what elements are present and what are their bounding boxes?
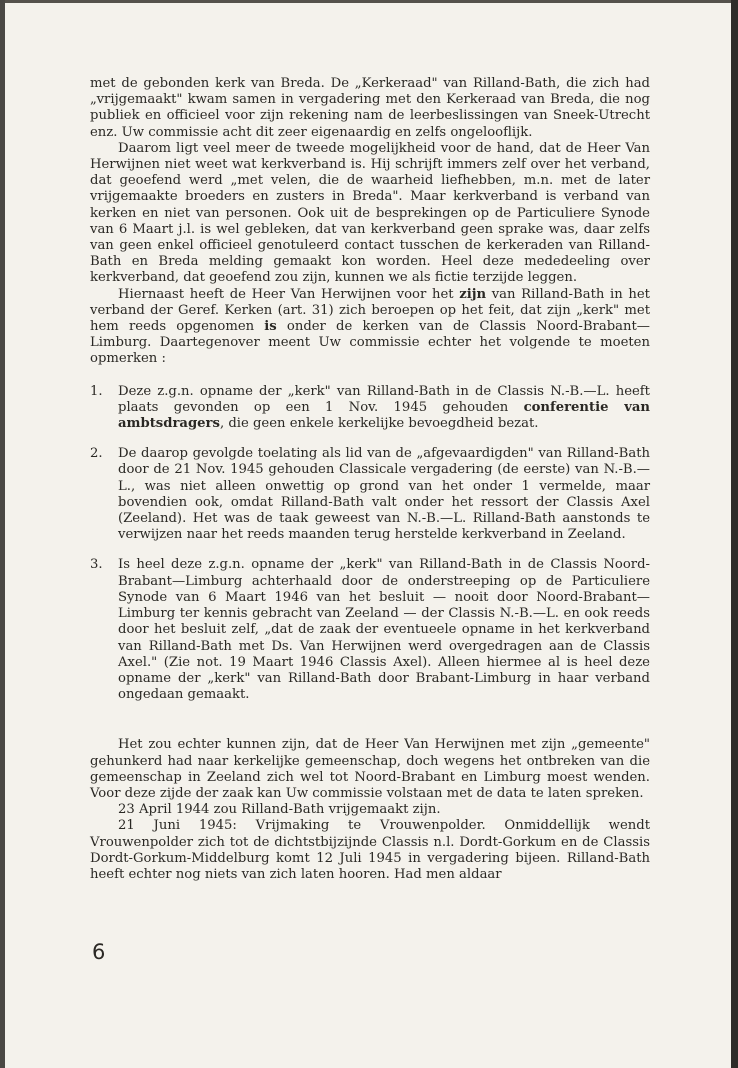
paragraph-1: met de gebonden kerk van Breda. De „Kerkeraad" van Rilland-Bath, die zich had „vrijgemaakt" kwam samen in vergadering met den Kerkeraad van Breda, die nog publiek en officieel voor zijn rekening nam de leerbeslissingen van Sneek-Utrecht enz. Uw commissie acht dit zeer eigenaardig en zelfs ongelooflijk.: [90, 76, 650, 140]
page-body: [90, 76, 650, 883]
paragraph-3-part-b: van Rilland-Bath in het verband der Geref. Kerken (art. 31) zich beroepen op het feit, dat zijn „kerk" met hem reeds opgenomen: [90, 286, 650, 335]
page-edge-top: [0, 0, 738, 3]
list-item: [90, 446, 650, 543]
emphasis-is: is: [264, 319, 277, 335]
paragraph-3: [90, 287, 650, 368]
page-edge-left: [0, 0, 5, 1068]
emphasis-conferentie: conferentie van ambtsdragers: [118, 399, 650, 432]
list-item-text: Deze z.g.n. opname der „kerk" van Rilland-Bath in de Classis N.-B.—L. heeft plaats gevonden op een 1 Nov. 1945 gehouden: [118, 383, 650, 415]
emphasis-zijn: zijn: [459, 286, 487, 302]
list-item-number: 1.: [90, 383, 103, 399]
paragraph-2: Daarom ligt veel meer de tweede mogelijkheid voor de hand, dat de Heer Van Herwijnen niet weet wat kerkverband is. Hij schrijft immers zelf over het verband, dat geoefend werd „met velen, die de waarheid liefhebben, m.n. met de later vrijgemaakte broeders en zusters in Breda". Maar kerkverband is verband van kerken en niet van personen. Ook uit de besprekingen op de Particuliere Synode van 6 Maart j.l. is wel gebleken, dat van kerkverband geen sprake was, daar zelfs van geen enkel officieel genotuleerd contact tusschen de kerkeraden van Rilland-Bath en Breda melding gemaakt kon worden. Heel deze mededeeling over kerkverband, dat geoefend zou zijn, kunnen we als fictie terzijde leggen.: [90, 140, 650, 286]
paragraph-3-part-a: Hiernaast heeft de Heer Van Herwijnen voor het: [118, 286, 460, 302]
list-item-text-end: , die geen enkele kerkelijke bevoegdheid bezat.: [219, 416, 539, 432]
list-item: [90, 557, 650, 703]
list-item-number: 2.: [90, 446, 103, 462]
paragraph-3-part-c: onder de kerken van de Classis Noord-Brabant—Limburg. Daartegenover meent Uw commissie echter het volgende te moeten opmerken :: [90, 319, 650, 367]
page-number: 6: [92, 940, 106, 964]
list-item-text: De daarop gevolgde toelating als lid van de „afgevaardigden" van Rilland-Bath door de 21 Nov. 1945 gehouden Classicale vergadering (de eerste) van N.-B.—L., was niet alleen onwettig op grond van het onder 1 vermelde, maar bovendien ook, omdat Rilland-Bath valt onder het ressort der Classis Axel (Zeeland). Het was de taak geweest van N.-B.—L. Rilland-Bath aanstonds te verwijzen naar het reeds maanden terug herstelde kerkverband in Zeeland.: [118, 446, 650, 543]
section-gap: [90, 717, 650, 737]
list-item: [90, 384, 650, 433]
list-item-text: Is heel deze z.g.n. opname der „kerk" van Rilland-Bath in de Classis Noord-Brabant—Limburg achterhaald door de onderstreeping op de Particuliere Synode van 6 Maart 1946 van het besluit — nooit door Noord-Brabant—Limburg ter kennis gebracht van Zeeland — der Classis N.-B.—L. en ook reeds door het besluit zelf, „dat de zaak der eventueele opname in het kerkverband van Rilland-Bath met Ds. Van Herwijnen werd overgedragen aan de Classis Axel." (Zie not. 19 Maart 1946 Classis Axel). Alleen hiermee al is heel deze opname der „kerk" van Rilland-Bath door Brabant-Limburg in haar verband ongedaan gemaakt.: [118, 557, 650, 703]
list-item-number: 3.: [90, 557, 103, 573]
paragraph-4: Het zou echter kunnen zijn, dat de Heer Van Herwijnen met zijn „gemeente" gehunkerd had naar kerkelijke gemeenschap, doch wegens het ontbreken van die gemeenschap in Zeeland zich wel tot Noord-Brabant en Limburg moest wenden. Voor deze zijde der zaak kan Uw commissie volstaan met de data te laten spreken.: [90, 737, 650, 801]
paragraph-6: 21 Juni 1945: Vrijmaking te Vrouwenpolder. Onmiddellijk wendt Vrouwenpolder zich tot de dichtstbijzijnde Classis n.l. Dordt-Gorkum en de Classis Dordt-Gorkum-Middelburg komt 12 Juli 1945 in vergadering bijeen. Rilland-Bath heeft echter nog niets van zich laten hooren. Had men aldaar: [90, 818, 650, 882]
page-edge-right: [731, 0, 738, 1068]
numbered-list: [90, 384, 650, 704]
paragraph-5: 23 April 1944 zou Rilland-Bath vrijgemaakt zijn.: [118, 802, 441, 818]
